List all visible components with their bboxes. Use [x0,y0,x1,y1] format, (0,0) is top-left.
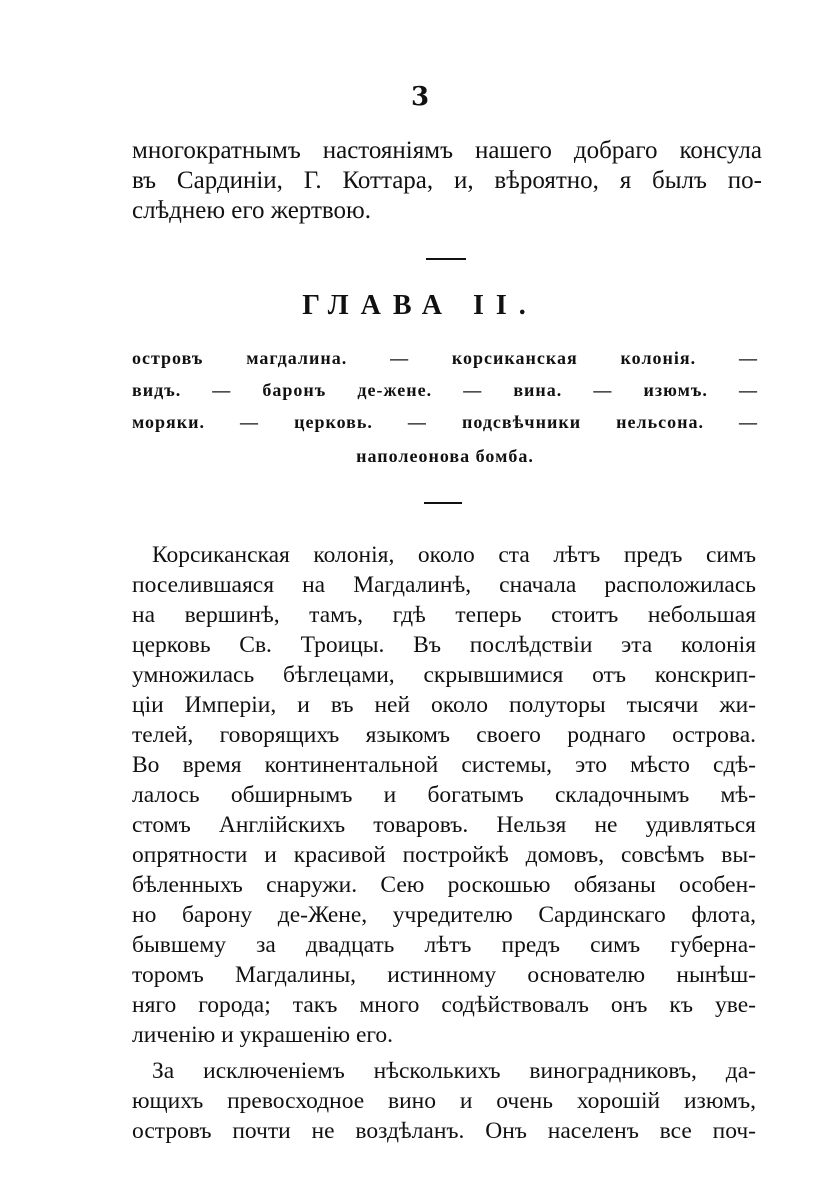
text-line: бывшему за двадцать лѣтъ предъ симъ губерна- [132,932,756,958]
text-line: личенiю и украшенiю его. [132,1022,394,1048]
text-line: цiи Имперiи, и въ ней около полуторы тысячи жи- [132,692,756,718]
text-line: на вершинѣ, тамъ, гдѣ теперь стоитъ небольшая [132,602,756,628]
text-line: опрятности и красивой постройкѣ домовъ, совсѣмъ вы- [132,842,756,868]
text-line: лалось обширнымъ и богатымъ складочнымъ мѣ- [132,782,756,808]
text-line: ющихъ превосходное вино и очень хорошiй изюмъ, [132,1088,756,1114]
text-line: Во время континентальной системы, это мѣсто сдѣ- [132,752,756,778]
text-line: слѣднею его жертвою. [132,197,371,224]
text-line: Корсиканская колонiя, около ста лѣтъ предъ симъ [152,542,756,568]
text-line: въ Сардинiи, Г. Коттара, и, вѣроятно, я былъ по- [132,167,762,194]
text-line: За исключенiемъ нѣсколькихъ виноградниковъ, да- [152,1058,756,1084]
text-line: умножилась бѣглецами, скрывшимися отъ конскрип- [132,662,756,688]
text-line: многократнымъ настоянiямъ нашего добраго консула [132,137,762,164]
summary-line: наполеонова бомба. [356,446,534,466]
text-line: телей, говорящихъ языкомъ своего роднаго острова. [132,722,756,748]
text-line: церковь Св. Троицы. Въ послѣдствiи эта колонiя [132,632,756,658]
text-line: островъ почти не воздѣланъ. Онъ населенъ все поч- [132,1118,756,1144]
summary-line: островъ магдалина. — корсиканская колонiя. — [132,348,758,368]
text-line: стомъ Англiйскихъ товаровъ. Нельзя не удивляться [132,812,756,838]
section-divider [426,258,466,260]
text-line: торомъ Магдалины, истинному основателю нынѣш- [132,962,756,988]
page-number: 3 [410,82,430,112]
text-line: бѣленныхъ снаружи. Сею роскошью обязаны особен- [132,872,756,898]
chapter-title: ГЛАВА II. [302,290,538,321]
section-divider [424,502,462,504]
text-line: но барону де-Жене, учредителю Сардинскаго флота, [132,902,756,928]
text-line: поселившаяся на Магдалинѣ, сначала расположилась [132,572,756,598]
summary-line: моряки. — церковь. — подсвѣчники нельсона. — [132,412,758,432]
text-line: няго города; такъ много содѣйствовалъ онъ къ уве- [132,992,756,1018]
summary-line: видъ. — баронъ де-жене. — вина. — изюмъ. — [132,380,758,400]
